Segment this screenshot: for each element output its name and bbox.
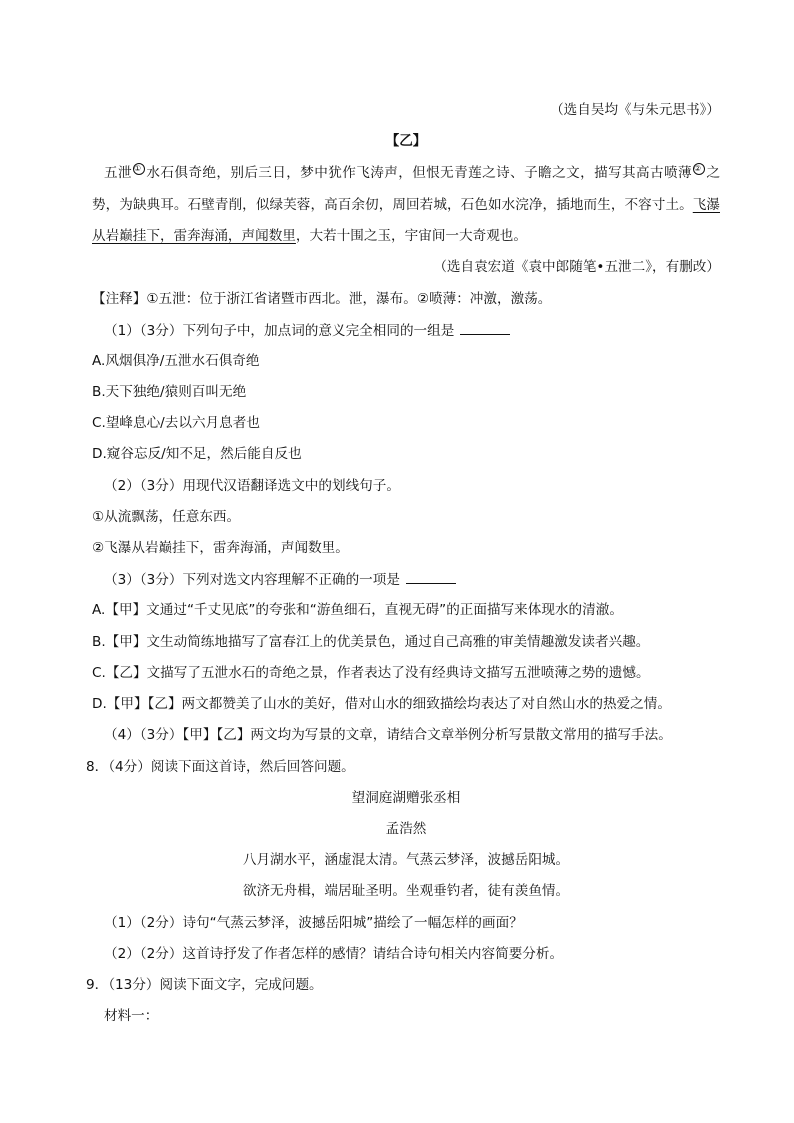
note-1-marker: ① — [133, 163, 145, 175]
answer-blank — [460, 320, 510, 335]
yi-text-line-2: 势，为缺典耳。石壁青削，似绿芙蓉，高百余仞，周回若城，石色如水浣净，插地而生，不容寸土。飞瀑 — [92, 197, 720, 213]
q3-option-a: A.【甲】文通过“千丈见底”的夸张和“游鱼细石，直视无碍”的正面描写来体现水的清澈。 — [92, 602, 623, 618]
source-yi: （选自袁宏道《袁中郎随笔•五泄二》，有删改） — [433, 259, 720, 275]
q3-option-c: C.【乙】文描写了五泄水石的奇绝之景，作者表达了没有经典诗文描写五泄喷薄之势的遗憾。 — [92, 665, 650, 681]
poem-title: 望洞庭湖赠张丞相 — [351, 790, 461, 806]
poem-author: 孟浩然 — [385, 821, 427, 837]
q4-stem: （4）（3分）【甲】【乙】两文均为写景的文章，请结合文章举例分析写景散文常用的描写手法。 — [104, 727, 672, 743]
yi-text-line-1: 五泄 ① 水石俱奇绝，别后三日，梦中犹作飞涛声，但恨无青莲之诗、子瞻之文，描写其高古喷薄 ② 之 — [104, 164, 721, 181]
poem-line-2: 欲济无舟楫，端居耻圣明。坐观垂钓者，徒有羡鱼情。 — [242, 883, 570, 899]
answer-blank — [406, 569, 456, 584]
q1-option-d: D.窥谷忘反/知不足，然后能自反也 — [92, 446, 302, 462]
annotation-note: 【注释】①五泄：位于浙江省诸暨市西北。泄，瀑布。②喷薄：冲激，激荡。 — [92, 291, 552, 307]
note-2-marker: ② — [693, 163, 705, 175]
q9-material-label: 材料一： — [104, 1008, 159, 1024]
q8-stem: 8．（4分）阅读下面这首诗，然后回答问题。 — [86, 759, 355, 775]
q1-option-b: B.天下独绝/猿则百叫无绝 — [92, 384, 247, 400]
q8-sub-2: （2）（2分）这首诗抒发了作者怎样的感情？请结合诗句相关内容简要分析。 — [104, 946, 564, 962]
q2-item-2: ②飞瀑从岩巅挂下，雷奔海涌，声闻数里。 — [92, 540, 349, 556]
q8-sub-1: （1）（2分）诗句“气蒸云梦泽，波撼岳阳城”描绘了一幅怎样的画面？ — [104, 915, 523, 931]
section-yi-heading: 【乙】 — [385, 133, 427, 149]
q9-stem: 9．（13分）阅读下面文字，完成问题。 — [86, 977, 323, 993]
q3-option-d: D.【甲】【乙】两文都赞美了山水的美好，借对山水的细致描绘均表达了对自然山水的热爱之情。 — [92, 696, 671, 712]
q3-stem: （3）（3分）下列对选文内容理解不正确的一项是 — [104, 569, 720, 590]
source-jia: （选自吴均《与朱元思书》） — [550, 102, 720, 118]
yi-text-line-3: 从岩巅挂下，雷奔海涌，声闻数里，大若十围之玉，宇宙间一大奇观也。 — [92, 228, 527, 244]
poem-line-1: 八月湖水平，涵虚混太清。气蒸云梦泽，波撼岳阳城。 — [242, 852, 570, 868]
q3-option-b: B.【甲】文生动简练地描写了富春江上的优美景色，通过自己高雅的审美情趣激发读者兴趣。 — [92, 634, 650, 650]
q1-stem: （1）（3分）下列句子中，加点词的意义完全相同的一组是 — [104, 320, 720, 341]
q1-option-a: A.风烟俱净/五泄水石俱奇绝 — [92, 353, 260, 369]
q2-item-1: ①从流飘荡，任意东西。 — [92, 509, 241, 525]
q2-stem: （2）（3分）用现代汉语翻译选文中的划线句子。 — [104, 478, 400, 494]
q1-option-c: C.望峰息心/去以六月息者也 — [92, 415, 260, 431]
